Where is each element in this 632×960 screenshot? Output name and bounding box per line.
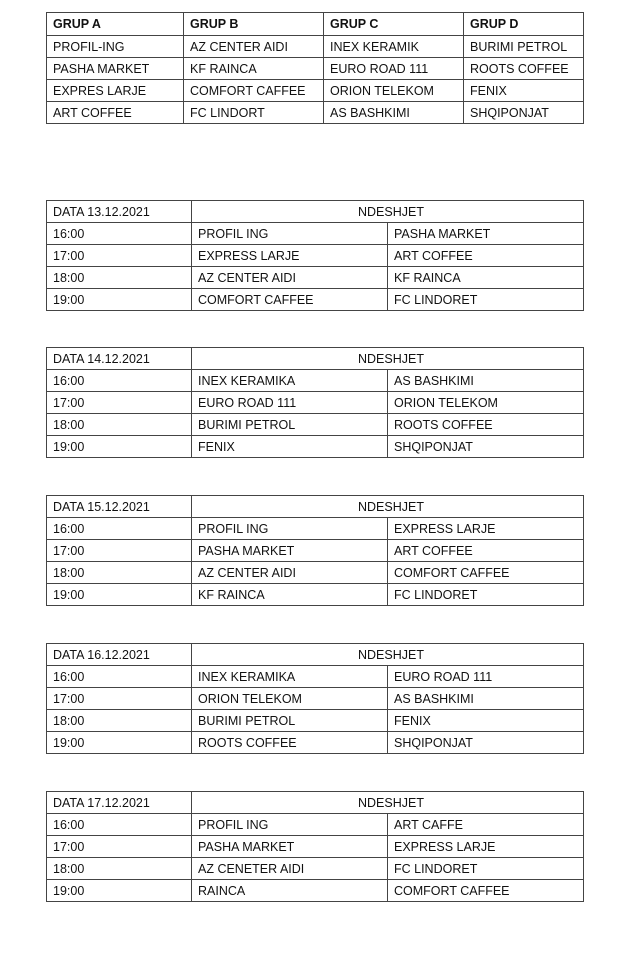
away-team: FENIX	[388, 710, 584, 732]
table-row	[47, 666, 584, 688]
away-team: AS BASHKIMI	[388, 688, 584, 710]
table-row	[47, 267, 584, 289]
home-team: RAINCA	[192, 880, 388, 902]
match-time: 17:00	[47, 836, 192, 858]
schedule-date: DATA 15.12.2021	[47, 496, 192, 518]
schedule-date: DATA 17.12.2021	[47, 792, 192, 814]
groups-table	[46, 12, 584, 124]
table-row	[47, 245, 584, 267]
schedule-table	[46, 495, 584, 606]
away-team: ART COFFEE	[388, 540, 584, 562]
table-cell: BURIMI PETROL	[464, 36, 584, 58]
away-team: KF RAINCA	[388, 267, 584, 289]
schedule-date: DATA 16.12.2021	[47, 644, 192, 666]
group-header: GRUP C	[324, 13, 464, 36]
match-time: 17:00	[47, 540, 192, 562]
matches-label: NDESHJET	[192, 792, 584, 814]
group-header: GRUP A	[47, 13, 184, 36]
match-time: 18:00	[47, 267, 192, 289]
away-team: COMFORT CAFFEE	[388, 880, 584, 902]
schedule-table	[46, 200, 584, 311]
match-time: 16:00	[47, 223, 192, 245]
table-row	[47, 58, 584, 80]
table-row	[47, 836, 584, 858]
match-time: 19:00	[47, 289, 192, 311]
table-cell: AZ CENTER AIDI	[184, 36, 324, 58]
match-time: 19:00	[47, 436, 192, 458]
home-team: COMFORT CAFFEE	[192, 289, 388, 311]
schedule-table	[46, 347, 584, 458]
match-time: 16:00	[47, 370, 192, 392]
match-time: 16:00	[47, 666, 192, 688]
home-team: KF RAINCA	[192, 584, 388, 606]
table-row	[47, 710, 584, 732]
home-team: INEX KERAMIKA	[192, 666, 388, 688]
table-row	[47, 370, 584, 392]
schedule-header-row	[47, 792, 584, 814]
table-row	[47, 732, 584, 754]
away-team: ROOTS COFFEE	[388, 414, 584, 436]
match-time: 17:00	[47, 392, 192, 414]
away-team: FC LINDORET	[388, 858, 584, 880]
schedule-header-row	[47, 644, 584, 666]
matches-label: NDESHJET	[192, 496, 584, 518]
away-team: FC LINDORET	[388, 289, 584, 311]
table-row	[47, 540, 584, 562]
table-cell: SHQIPONJAT	[464, 102, 584, 124]
table-row	[47, 436, 584, 458]
table-cell: KF RAINCA	[184, 58, 324, 80]
table-cell: FENIX	[464, 80, 584, 102]
home-team: AZ CENTER AIDI	[192, 267, 388, 289]
schedule-header-row	[47, 201, 584, 223]
away-team: EXPRESS LARJE	[388, 518, 584, 540]
table-row	[47, 814, 584, 836]
home-team: PROFIL ING	[192, 518, 388, 540]
table-cell: EURO ROAD 111	[324, 58, 464, 80]
table-row	[47, 858, 584, 880]
match-time: 17:00	[47, 245, 192, 267]
table-cell: ART COFFEE	[47, 102, 184, 124]
table-row	[47, 414, 584, 436]
schedule-header-row	[47, 348, 584, 370]
table-cell: INEX KERAMIK	[324, 36, 464, 58]
home-team: ROOTS COFFEE	[192, 732, 388, 754]
table-row	[47, 562, 584, 584]
away-team: EURO ROAD 111	[388, 666, 584, 688]
away-team: EXPRESS LARJE	[388, 836, 584, 858]
table-row	[47, 880, 584, 902]
match-time: 18:00	[47, 414, 192, 436]
home-team: PASHA MARKET	[192, 836, 388, 858]
away-team: FC LINDORET	[388, 584, 584, 606]
away-team: SHQIPONJAT	[388, 732, 584, 754]
home-team: PROFIL ING	[192, 223, 388, 245]
table-cell: ORION TELEKOM	[324, 80, 464, 102]
home-team: INEX KERAMIKA	[192, 370, 388, 392]
table-cell: FC LINDORT	[184, 102, 324, 124]
home-team: ORION TELEKOM	[192, 688, 388, 710]
match-time: 19:00	[47, 584, 192, 606]
home-team: EXPRESS LARJE	[192, 245, 388, 267]
home-team: BURIMI PETROL	[192, 710, 388, 732]
schedule-date: DATA 14.12.2021	[47, 348, 192, 370]
table-row	[47, 80, 584, 102]
match-time: 19:00	[47, 732, 192, 754]
match-time: 19:00	[47, 880, 192, 902]
matches-label: NDESHJET	[192, 201, 584, 223]
matches-label: NDESHJET	[192, 644, 584, 666]
match-time: 16:00	[47, 814, 192, 836]
match-time: 18:00	[47, 562, 192, 584]
away-team: ART COFFEE	[388, 245, 584, 267]
away-team: AS BASHKIMI	[388, 370, 584, 392]
match-time: 18:00	[47, 858, 192, 880]
away-team: ART CAFFE	[388, 814, 584, 836]
table-cell: EXPRES LARJE	[47, 80, 184, 102]
table-cell: PASHA MARKET	[47, 58, 184, 80]
group-header: GRUP B	[184, 13, 324, 36]
table-cell: COMFORT CAFFEE	[184, 80, 324, 102]
away-team: COMFORT CAFFEE	[388, 562, 584, 584]
match-time: 16:00	[47, 518, 192, 540]
groups-header-row	[47, 13, 584, 36]
group-header: GRUP D	[464, 13, 584, 36]
home-team: FENIX	[192, 436, 388, 458]
schedule-header-row	[47, 496, 584, 518]
table-cell: ROOTS COFFEE	[464, 58, 584, 80]
schedule-date: DATA 13.12.2021	[47, 201, 192, 223]
home-team: AZ CENTER AIDI	[192, 562, 388, 584]
home-team: PASHA MARKET	[192, 540, 388, 562]
table-row	[47, 392, 584, 414]
match-time: 18:00	[47, 710, 192, 732]
schedule-table	[46, 791, 584, 902]
table-row	[47, 688, 584, 710]
home-team: BURIMI PETROL	[192, 414, 388, 436]
table-row	[47, 223, 584, 245]
table-cell: AS BASHKIMI	[324, 102, 464, 124]
away-team: PASHA MARKET	[388, 223, 584, 245]
schedule-table	[46, 643, 584, 754]
matches-label: NDESHJET	[192, 348, 584, 370]
away-team: ORION TELEKOM	[388, 392, 584, 414]
table-row	[47, 584, 584, 606]
home-team: PROFIL ING	[192, 814, 388, 836]
table-row	[47, 102, 584, 124]
table-row	[47, 289, 584, 311]
table-row	[47, 518, 584, 540]
table-cell: PROFIL-ING	[47, 36, 184, 58]
match-time: 17:00	[47, 688, 192, 710]
table-row	[47, 36, 584, 58]
home-team: AZ CENETER AIDI	[192, 858, 388, 880]
away-team: SHQIPONJAT	[388, 436, 584, 458]
home-team: EURO ROAD 111	[192, 392, 388, 414]
